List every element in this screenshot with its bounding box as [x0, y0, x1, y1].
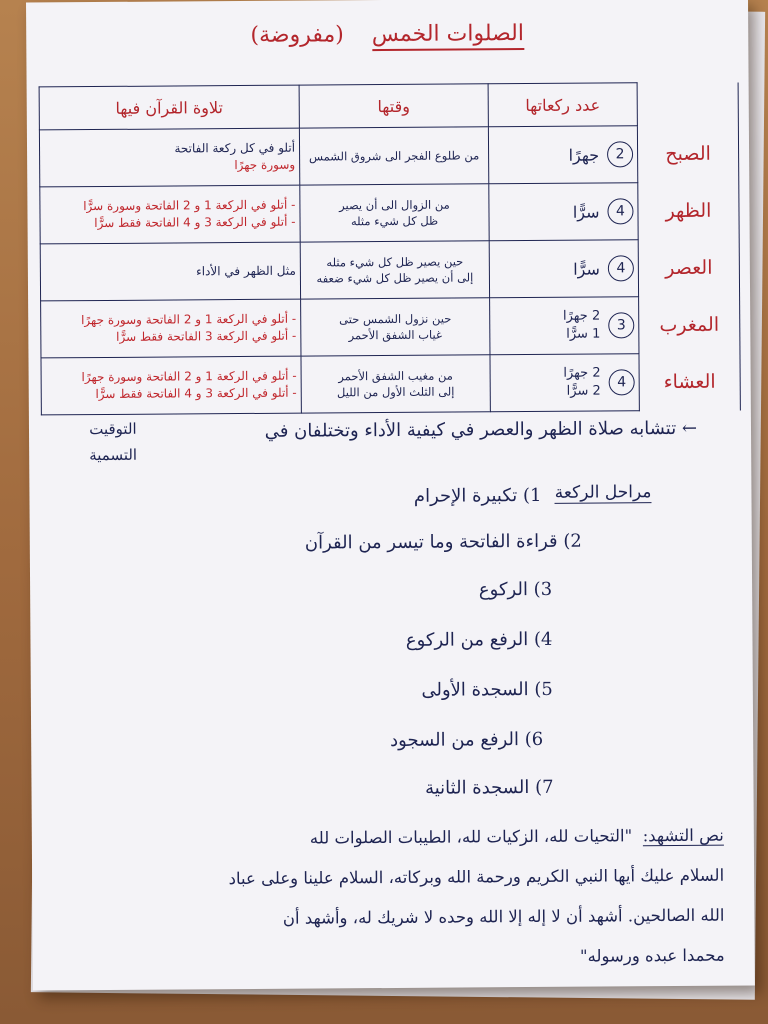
recitation-line: - أتلو في الركعة 1 و 2 الفاتحة وسورة جهرًا	[81, 368, 297, 385]
table-header-row	[39, 82, 738, 130]
recitation-line: - أتلو في الركعة 3 الفاتحة فقط سرًّا	[116, 328, 297, 344]
table-row	[40, 239, 739, 301]
rakaa-step: 2) قراءة الفاتحة وما تيسر من القرآن	[304, 530, 582, 554]
rakaat-mode: سرًّا	[573, 259, 600, 279]
rakaa-step: 1) تكبيرة الإحرام	[413, 484, 542, 507]
prayer-recitation	[40, 242, 300, 301]
rakaa-steps-title: مراحل الركعة	[554, 482, 652, 503]
tashahhud-line-3: الله الصالحين. أشهد أن لا إله إلا الله وحده لا شريك له، وأشهد أن	[282, 905, 725, 928]
prayer-time-line: إلى الثلث الأول من الليل	[336, 384, 455, 400]
prayer-recitation	[39, 128, 299, 187]
tashahhud-text	[84, 816, 725, 980]
header-empty	[637, 82, 738, 126]
rakaat-count: 3	[608, 312, 634, 338]
recitation-line: مثل الظهر في الأداء	[196, 263, 296, 278]
prayer-rakaat	[490, 297, 639, 355]
note-difference-timing: التوقيت	[89, 419, 137, 439]
note-differences	[89, 416, 137, 468]
prayer-rakaat	[490, 354, 639, 412]
tashahhud-label: نص التشهد:	[642, 825, 724, 846]
prayer-time-line: ظل كل شيء مثله	[350, 213, 439, 229]
prayer-recitation	[41, 299, 301, 358]
rakaat-split	[563, 308, 600, 344]
prayer-time-line: غياب الشفق الأحمر	[348, 327, 443, 343]
rakaa-step: 7) السجدة الثانية	[424, 776, 554, 799]
rakaat-count: 4	[608, 255, 634, 281]
prayer-name: الظهر	[638, 182, 739, 240]
tashahhud-line-1	[84, 816, 724, 860]
prayer-time	[299, 127, 488, 185]
header-time: وقتها	[299, 84, 488, 128]
rakaat-split-line: 2 جهرًا	[562, 308, 601, 324]
rakaat-count: 4	[609, 369, 635, 395]
prayer-time-line: من مغيب الشفق الأحمر	[338, 368, 453, 384]
title-subtitle: (مفروضة)	[250, 22, 344, 48]
rakaa-step: 6) الرفع من السجود	[390, 728, 544, 751]
prayer-time-line: إلى أن يصير ظل كل شيء ضعفه	[316, 270, 474, 286]
rakaa-step: 4) الرفع من الركوع	[405, 628, 553, 651]
prayer-time-line: من الزوال الى أن يصير	[339, 197, 450, 213]
prayer-rakaat	[488, 126, 637, 184]
prayer-name: العشاء	[639, 353, 740, 411]
header-recitation: تلاوة القرآن فيها	[39, 85, 299, 130]
prayer-time-line: حين يصير ظل كل شيء مثله	[326, 254, 464, 270]
prayer-name: المغرب	[639, 296, 740, 354]
prayer-recitation	[41, 356, 301, 415]
prayer-time	[300, 184, 489, 242]
recitation-line: وسورة جهرًا	[234, 157, 296, 173]
recitation-line: - أتلو في الركعة 3 و 4 الفاتحة فقط سرًّا	[94, 214, 296, 231]
rakaat-split-line: 2 جهرًا	[563, 365, 601, 381]
note-difference-name: التسمية	[89, 445, 138, 465]
table-row	[39, 125, 738, 187]
rakaa-step: 3) الركوع	[478, 578, 553, 601]
rakaa-step: 5) السجدة الأولى	[421, 678, 553, 701]
header-rakaat: عدد ركعاتها	[488, 83, 637, 127]
recitation-line: - أتلو في الركعة 3 و 4 الفاتحة فقط سرًّا	[95, 385, 297, 402]
prayer-recitation	[40, 185, 300, 244]
prayer-name: العصر	[638, 239, 739, 297]
rakaat-mode: سرًّا	[572, 202, 600, 222]
similarity-note: ← تتشابه صلاة الظهر والعصر في كيفية الأداء وتختلفان في	[264, 417, 698, 442]
recitation-line: - أتلو في الركعة 1 و 2 الفاتحة وسورة جهرًا	[81, 311, 297, 328]
recitation-line: - أتلو في الركعة 1 و 2 الفاتحة وسورة سرًّا	[83, 197, 296, 214]
tashahhud-line-1-text: "التحيات لله، الزكيات لله، الطيبات الصلوات لله	[309, 826, 633, 848]
prayer-time	[301, 298, 490, 356]
tashahhud-line-4: محمدا عبده ورسوله"	[579, 945, 725, 966]
rakaat-count: 4	[607, 198, 633, 224]
rakaat-split	[563, 365, 600, 401]
rakaat-split-line: 2 سرًّا	[566, 383, 601, 399]
rakaat-mode: جهرًا	[568, 145, 600, 165]
worksheet-paper	[26, 0, 755, 990]
prayer-time-line: من طلوع الفجر الى شروق الشمس	[308, 148, 480, 164]
prayer-time	[300, 241, 489, 299]
prayer-name: الصبح	[637, 125, 738, 183]
rakaat-count: 2	[607, 141, 633, 167]
prayer-rakaat	[489, 183, 638, 241]
title-main: الصلوات الخمس	[372, 21, 524, 51]
prayer-time	[301, 355, 490, 413]
rakaat-split-line: 1 سرًّا	[566, 326, 601, 342]
page-title	[26, 19, 748, 49]
table-row	[40, 182, 739, 244]
tashahhud-line-2: السلام عليك أيها النبي الكريم ورحمة الله وبركاته، السلام علينا وعلى عباد	[228, 865, 725, 889]
recitation-line: أتلو في كل ركعة الفاتحة	[174, 140, 296, 156]
prayer-rakaat	[489, 240, 638, 298]
table-row	[41, 296, 740, 358]
prayers-table	[39, 82, 741, 416]
table-row	[41, 353, 740, 415]
prayer-time-line: حين نزول الشمس حتى	[339, 311, 452, 327]
